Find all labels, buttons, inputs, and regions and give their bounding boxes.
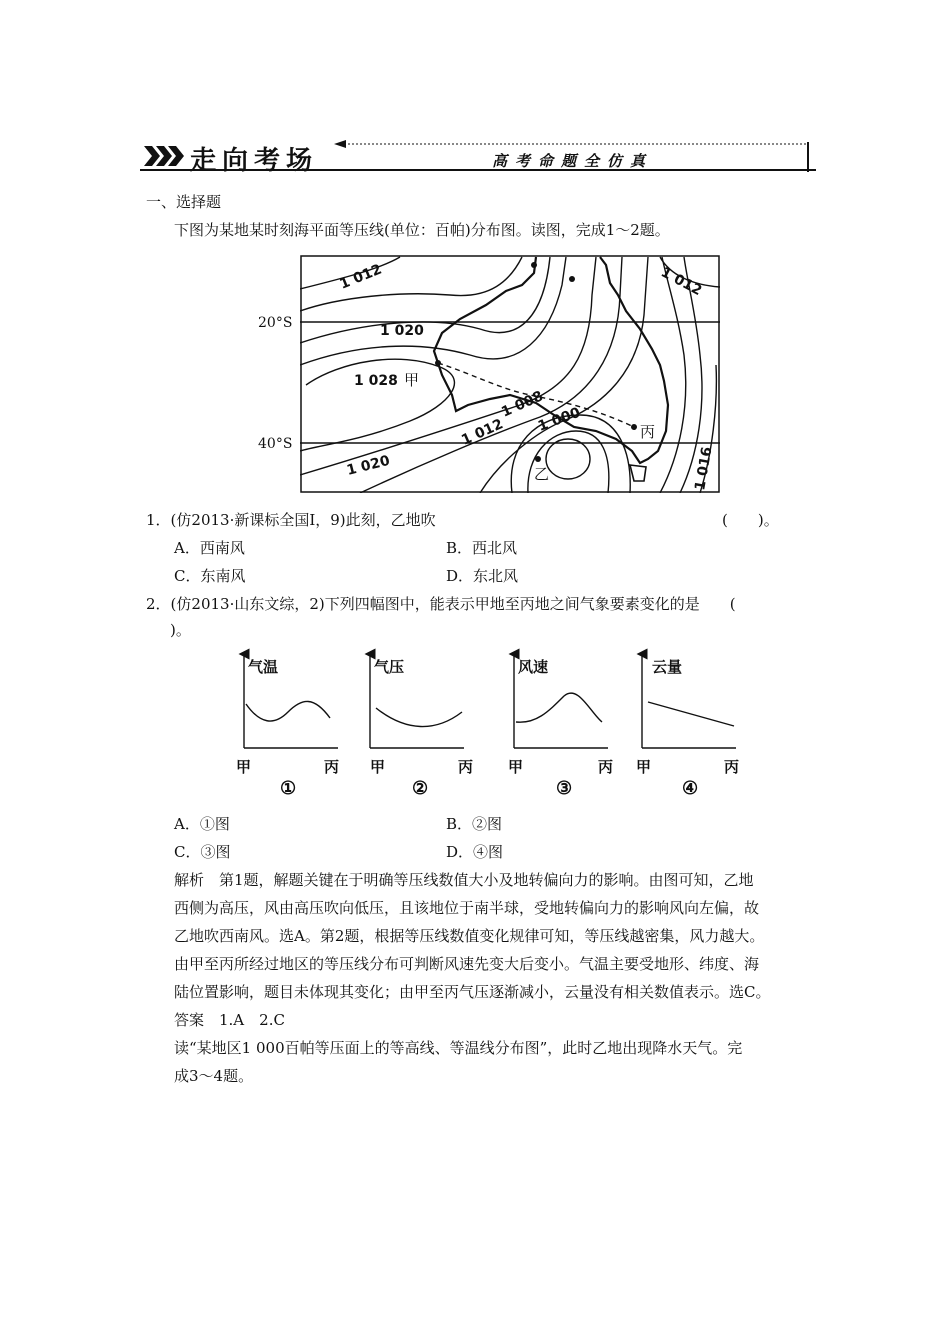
analysis-line: 陆位置影响，题目未体现其变化；由甲至丙气压逐渐减小，云量没有相关数值表示。选C。 [174,983,771,1001]
lat-label-20s: 20°S [258,315,293,331]
graph-3-ylabel: 风速 [518,658,549,676]
graph-1-number: ① [280,778,297,799]
graph-2-end: 丙 [458,758,474,776]
graph-1-start: 甲 [236,758,252,776]
intro-2-line: 成3～4题。 [174,1067,254,1085]
q1-option-b: B．西北风 [446,539,518,557]
graph-1-end: 丙 [324,758,340,776]
question-1-blank: ( )。 [722,511,779,529]
isobar-label: 1 028 [354,373,398,389]
isobar-label: 1 012 [658,264,705,300]
graph-2-ylabel: 气压 [374,658,405,676]
analysis-line: 乙地吹西南风。选A。第2题，根据等压线数值变化规律可知，等压线越密集，风力越大。 [174,927,765,945]
graph-2-start: 甲 [370,758,386,776]
place-label-jia: 甲 [404,371,420,389]
q1-option-d: D．东北风 [446,567,519,585]
graph-1-ylabel: 气温 [248,658,279,676]
intro-2-line: 读“某地区1 000百帕等压面上的等高线、等温线分布图”，此时乙地出现降水天气。完 [174,1039,743,1057]
banner-subtitle: 高考命题全仿真 [492,152,654,170]
graph-3-end: 丙 [598,758,614,776]
q2-option-a: A．①图 [174,815,230,833]
isobar-label: 1 012 [459,416,506,449]
isobar-map [300,255,720,493]
q1-option-a: A．西南风 [174,539,245,557]
analysis-line: 由甲至丙所经过地区的等压线分布可判断风速先变大后变小。气温主要受地形、纬度、海 [174,955,760,973]
place-label-bing: 丙 [640,423,656,441]
isobar-label: 1 000 [535,404,583,435]
graph-4-number: ④ [682,778,699,799]
q1-option-c: C．东南风 [174,567,246,585]
graph-4-start: 甲 [636,758,652,776]
graph-2-number: ② [412,778,429,799]
q2-option-c: C．③图 [174,843,231,861]
question-2-stem: 2．(仿2013·山东文综，2)下列四幅图中，能表示甲地至丙地之间气象要素变化的是 ( [146,595,736,613]
chevron-icon [144,146,184,166]
question-2-stem-cont: )。 [170,621,191,639]
analysis-line: 西侧为高压，风由高压吹向低压，且该地位于南半球，受地转偏向力的影响风向左偏，故 [174,899,760,917]
isobar-label: 1 012 [337,261,385,293]
q2-option-d: D．④图 [446,843,504,861]
isobar-label: 1 020 [380,323,424,339]
isobar-label: 1 008 [499,388,546,421]
analysis-line: 解析 第1题，解题关键在于明确等压线数值大小及地转偏向力的影响。由图可知，乙地 [174,871,754,889]
intro-text: 下图为某地某时刻海平面等压线(单位：百帕)分布图。读图，完成1～2题。 [174,221,670,239]
lat-label-40s: 40°S [258,436,293,452]
graph-3-start: 甲 [508,758,524,776]
graph-3-number: ③ [556,778,573,799]
question-1-stem: 1．(仿2013·新课标全国Ⅰ，9)此刻，乙地吹 [146,511,436,529]
isobar-label: 1 016 [692,445,716,492]
answer-line: 答案 1.A 2.C [174,1011,285,1029]
section-heading: 一、选择题 [146,193,222,211]
isobar-label: 1 020 [345,452,392,479]
banner-title: 走向考场 [190,146,319,176]
q2-option-b: B．②图 [446,815,503,833]
graph-4-end: 丙 [724,758,740,776]
place-label-yi: 乙 [534,465,550,483]
graph-4-ylabel: 云量 [652,658,683,676]
